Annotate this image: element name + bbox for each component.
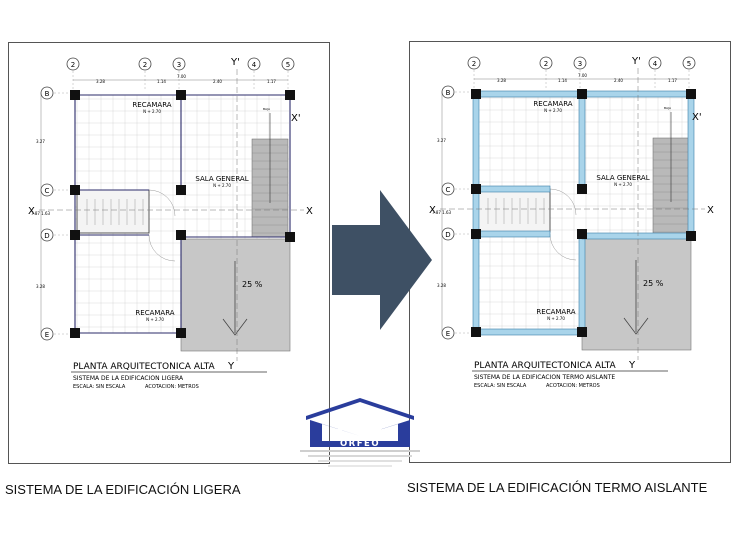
stair-block-left	[77, 190, 149, 233]
structural-column	[577, 327, 587, 337]
floor-plan-termo-aislante	[409, 41, 731, 463]
dim-top-2: 1.14	[558, 78, 567, 83]
room-top-level: N + 2.70	[544, 108, 562, 113]
grid-col-label-1: 2	[471, 60, 477, 68]
caption-termo-aislante: SISTEMA DE LA EDIFICACIÓN TERMO AISLANTE	[407, 480, 708, 495]
plan-scale: ESCALA: SIN ESCALA	[474, 383, 527, 389]
grid-row-label-d: D	[445, 231, 451, 239]
dim-left-2: 7.87 1.63	[31, 211, 51, 216]
plan-units: ACOTACION: METROS	[546, 383, 600, 389]
floor-plan-ligera-drawing	[9, 43, 329, 463]
dim-top-4: 1.17	[668, 78, 677, 83]
dim-left-2: 7.87 1.63	[432, 210, 452, 215]
axis-x-left-label: X	[429, 205, 436, 216]
structural-column	[176, 328, 186, 338]
plan-title: PLANTA ARQUITECTONICA ALTA	[474, 361, 616, 371]
dim-left-1: 3.27	[437, 138, 446, 143]
ramp-slope-label: 25 %	[242, 280, 263, 289]
structural-column	[70, 90, 80, 100]
structural-column	[686, 89, 696, 99]
insulated-wall	[476, 186, 550, 192]
dim-left-3: 3.28	[437, 283, 446, 288]
axis-x-left-label: X	[28, 206, 35, 217]
structural-column	[577, 89, 587, 99]
structural-column	[70, 328, 80, 338]
axis-y-top-label: Y'	[632, 56, 641, 67]
structural-column	[285, 232, 295, 242]
grid-col-label-5: 5	[285, 61, 291, 69]
door-swing	[550, 189, 576, 215]
caption-ligera: SISTEMA DE LA EDIFICACIÓN LIGERA	[5, 482, 241, 497]
dim-left-1: 3.27	[36, 139, 45, 144]
plan-title: PLANTA ARQUITECTONICA ALTA	[73, 362, 215, 372]
insulated-wall	[476, 329, 582, 335]
structural-column	[686, 231, 696, 241]
insulated-wall	[476, 231, 550, 237]
room-mid-label: SALA GENERAL	[195, 175, 249, 183]
axis-y-top-label: Y'	[231, 57, 240, 68]
stair-label: BAJA	[664, 106, 671, 110]
structural-column	[176, 185, 186, 195]
grid-col-label-4: 4	[251, 61, 257, 69]
dim-top-3: 2.40	[614, 78, 623, 83]
stair-label: BAJA	[263, 107, 270, 111]
floor-plan-ligera	[8, 42, 330, 464]
dim-top-3: 2.40	[213, 79, 222, 84]
structural-column	[577, 184, 587, 194]
grid-col-label-3: 3	[176, 61, 182, 69]
axis-x-right-prime-label: X'	[692, 112, 702, 123]
insulated-wall	[579, 94, 585, 189]
grid-row-label-e: E	[44, 331, 50, 339]
grid-col-label-2: 2	[142, 61, 148, 69]
plan-subtitle: SISTEMA DE LA EDIFICACION TERMO AISLANTE	[474, 374, 616, 381]
structural-column	[471, 184, 481, 194]
logo-text: ORFEO	[339, 439, 381, 449]
room-mid-level: N + 2.70	[614, 182, 632, 187]
grid-row-label-b: B	[44, 90, 50, 98]
big-right-arrow-icon	[332, 190, 432, 330]
room-mid-label: SALA GENERAL	[596, 174, 650, 182]
plan-subtitle: SISTEMA DE LA EDIFICACION LIGERA	[73, 375, 184, 382]
structural-column	[471, 327, 481, 337]
grid-col-label-1: 2	[70, 61, 76, 69]
grid-row-label-c: C	[445, 186, 451, 194]
room-bottom-level: N + 2.70	[146, 317, 164, 322]
dim-top-2: 1.14	[157, 79, 166, 84]
dim-left-3: 3.28	[36, 284, 45, 289]
door-swing	[149, 235, 175, 261]
dim-top-1: 3.28	[497, 78, 506, 83]
grid-row-label-e: E	[445, 330, 451, 338]
stair-block-left	[478, 189, 550, 232]
floor-plan-termo-aislante-drawing	[410, 42, 730, 462]
room-top-level: N + 2.70	[143, 109, 161, 114]
room-bottom-label: RECAMARA	[135, 309, 175, 317]
structural-column	[471, 229, 481, 239]
structural-column	[176, 230, 186, 240]
room-top-label: RECAMARA	[533, 100, 573, 108]
insulated-wall	[582, 233, 691, 239]
grid-col-label-4: 4	[652, 60, 658, 68]
ramp-slope-label: 25 %	[643, 279, 664, 288]
structural-column	[471, 89, 481, 99]
axis-x-right-prime-label: X'	[291, 113, 301, 124]
grid-col-label-5: 5	[686, 60, 692, 68]
grid-row-label-b: B	[445, 89, 451, 97]
dim-top-1: 3.28	[96, 79, 105, 84]
structural-column	[70, 185, 80, 195]
plan-scale: ESCALA: SIN ESCALA	[73, 384, 126, 390]
room-bottom-level: N + 2.70	[547, 316, 565, 321]
structural-column	[285, 90, 295, 100]
plan-units: ACOTACION: METROS	[145, 384, 199, 390]
door-swing	[149, 190, 175, 216]
dim-total: 7.00	[177, 74, 186, 79]
room-mid-level: N + 2.70	[213, 183, 231, 188]
grid-col-label-3: 3	[577, 60, 583, 68]
dim-total: 7.00	[578, 73, 587, 78]
room-bottom-label: RECAMARA	[536, 308, 576, 316]
insulated-wall	[473, 94, 479, 332]
orfeo-logo-icon	[300, 398, 420, 470]
axis-x-right-label: X	[306, 206, 313, 217]
door-swing	[550, 234, 576, 260]
structural-column	[176, 90, 186, 100]
insulated-wall	[579, 236, 585, 332]
grid-row-label-d: D	[44, 232, 50, 240]
structural-column	[577, 229, 587, 239]
dim-top-4: 1.17	[267, 79, 276, 84]
axis-x-right-label: X	[707, 205, 714, 216]
grid-col-label-2: 2	[543, 60, 549, 68]
axis-y-bottom-label: Y	[629, 360, 636, 371]
structural-column	[70, 230, 80, 240]
grid-row-label-c: C	[44, 187, 50, 195]
room-top-label: RECAMARA	[132, 101, 172, 109]
axis-y-bottom-label: Y	[228, 361, 235, 372]
